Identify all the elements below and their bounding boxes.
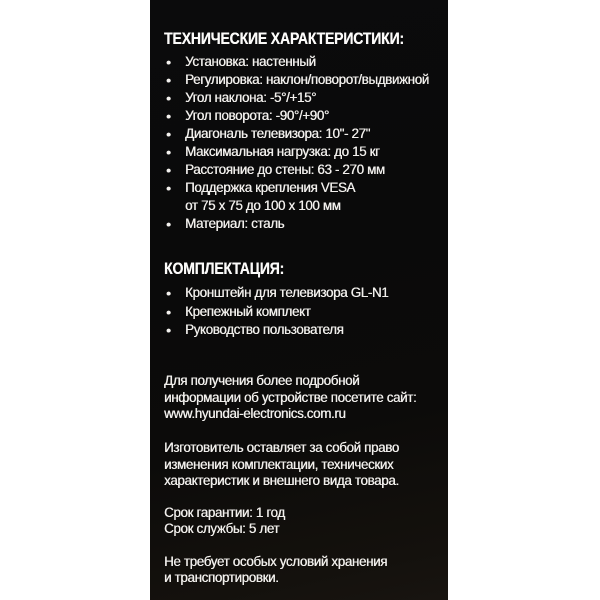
spec-item xyxy=(150,53,448,71)
note-line: характеристик и внешнего вида товара. xyxy=(164,473,399,488)
section-title-specs: ТЕХНИЧЕСКИЕ ХАРАКТЕРИСТИКИ: xyxy=(164,30,404,48)
note-warranty xyxy=(164,505,285,537)
spec-item-text: Регулировка: наклон/поворот/выдвижной xyxy=(185,72,429,87)
spec-item-text: Максимальная нагрузка: до 15 кг xyxy=(185,144,380,159)
note-line: и транспортировки. xyxy=(164,569,279,585)
spec-item xyxy=(150,125,448,143)
spec-item-text: Установка: настенный xyxy=(185,54,316,69)
package-list xyxy=(150,284,448,340)
bullet-icon: • xyxy=(166,285,171,301)
spec-item-continuation xyxy=(150,197,448,215)
bullet-icon: • xyxy=(166,126,171,142)
package-item xyxy=(150,303,448,322)
spec-item xyxy=(150,143,448,161)
bullet-icon: • xyxy=(166,322,171,339)
note-line: информации об устройстве посетите сайт: xyxy=(164,389,417,405)
spec-item xyxy=(150,215,448,233)
bullet-icon: • xyxy=(166,108,171,124)
bullet-icon: • xyxy=(166,72,171,88)
spec-item xyxy=(150,107,448,125)
section-title-package: КОМПЛЕКТАЦИЯ: xyxy=(164,260,285,278)
note-line: Срок гарантии: 1 год xyxy=(164,505,285,520)
spec-item xyxy=(150,161,448,179)
spec-item-text: Поддержка крепления VESA xyxy=(185,180,356,195)
bullet-icon: • xyxy=(166,180,171,196)
bullet-icon: • xyxy=(166,162,171,178)
note-line: Не требует особых условий хранения xyxy=(164,554,388,569)
note-storage xyxy=(164,554,387,586)
bullet-icon: • xyxy=(166,90,171,106)
note-line: Для получения более подробной xyxy=(164,373,360,388)
package-item xyxy=(150,284,448,303)
note-line: изменения комплектации, технических xyxy=(164,456,394,472)
package-item-text: Руководство пользователя xyxy=(185,322,344,338)
spec-panel xyxy=(150,0,448,600)
specs-list xyxy=(150,53,448,233)
bullet-icon: • xyxy=(166,216,171,232)
bullet-icon: • xyxy=(166,144,171,160)
spec-item-text: Расстояние до стены: 63 - 270 мм xyxy=(185,162,385,177)
spec-item xyxy=(150,71,448,89)
spec-item-text: Материал: сталь xyxy=(185,216,285,231)
spec-item xyxy=(150,179,448,197)
package-item xyxy=(150,321,448,340)
spec-item xyxy=(150,89,448,107)
note-line: Изготовитель оставляет за собой право xyxy=(164,440,399,455)
note-website xyxy=(164,373,416,423)
note-disclaimer xyxy=(164,440,399,490)
website-url: www.hyundai-electronics.com.ru xyxy=(164,406,346,421)
spec-item-text: Угол поворота: -90°/+90° xyxy=(185,108,329,123)
package-item-text: Кронштейн для телевизора GL-N1 xyxy=(185,285,389,300)
spec-item-text: Угол наклона: -5°/+15° xyxy=(185,90,317,105)
bullet-icon: • xyxy=(166,54,171,70)
package-item-text: Крепежный комплект xyxy=(185,303,311,319)
spec-item-text: Диагональ телевизора: 10"- 27" xyxy=(185,126,370,141)
spec-item-text: от 75 х 75 до 100 х 100 мм xyxy=(185,198,341,213)
note-line: Срок службы: 5 лет xyxy=(164,520,280,536)
bullet-icon: • xyxy=(166,303,171,320)
